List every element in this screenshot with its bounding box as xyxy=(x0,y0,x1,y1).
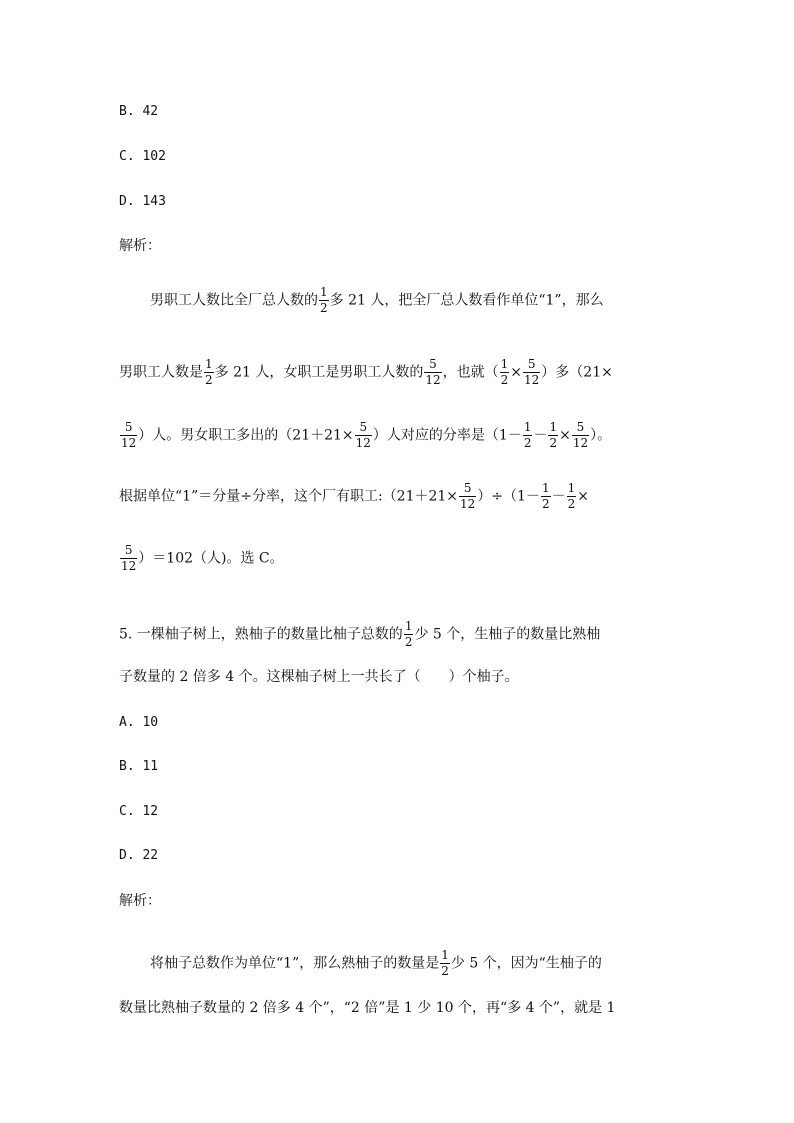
analysis-line: $\frac{5}{12}$ ）人。男女职工多出的（21＋21× $\frac{5}{12}$ ）人对应的分率是（1－ $\frac{1}{2}$ － $\frac{1}{2}$ × $\frac{5}{12}$ ）。 xyxy=(121,420,612,450)
option-c: C. 12 xyxy=(119,804,159,819)
option-c: C. 102 xyxy=(119,149,166,164)
analysis-line: 数量比熟柚子数量的 2 倍多 4 个”，“2 倍”是 1 少 10 个，再“多 4 个”，就是 1 xyxy=(119,1000,616,1016)
fraction: $\frac{5}{12}$ xyxy=(460,481,476,511)
analysis-line: 男职工人数比全厂总人数的 $\frac{1}{2}$ 多 21 人，把全厂总人数看作单位“1”，那么 xyxy=(150,285,604,315)
fraction: $\frac{1}{2}$ xyxy=(404,619,413,649)
fraction: $\frac{1}{2}$ xyxy=(541,481,550,511)
question-stem: 子数量的 2 倍多 4 个。这棵柚子树上一共长了（ ）个柚子。 xyxy=(119,669,519,685)
fraction: $\frac{5}{12}$ xyxy=(572,420,589,450)
option-d: D. 143 xyxy=(119,194,166,209)
analysis-line: $\frac{5}{12}$ ）＝102（人)。选 C。 xyxy=(121,543,284,573)
fraction: $\frac{5}{12}$ xyxy=(121,420,137,450)
fraction: $\frac{1}{2}$ xyxy=(441,948,449,978)
analysis-line: 将柚子总数作为单位“1”，那么熟柚子的数量是 $\frac{1}{2}$ 少 5 个，因为“生柚子的 xyxy=(150,948,602,978)
option-d: D. 22 xyxy=(119,848,159,863)
fraction: $\frac{1}{2}$ xyxy=(523,420,532,450)
analysis-line: 男职工人数是 $\frac{1}{2}$ 多 21 人，女职工是男职工人数的 $\frac{5}{12}$ ，也就（ $\frac{1}{2}$ × $\frac{5}{12}$ ）多（21× xyxy=(119,357,613,387)
fraction: $\frac{5}{12}$ xyxy=(524,357,540,387)
fraction: $\frac{5}{12}$ xyxy=(425,357,441,387)
analysis-line: 根据单位“1”＝分量÷分率，这个厂有职工:（21＋21× $\frac{5}{12}$ ）÷（1－ $\frac{1}{2}$ － $\frac{1}{2}$ × xyxy=(119,481,589,511)
option-a: A. 10 xyxy=(119,715,159,730)
fraction: $\frac{1}{2}$ xyxy=(567,481,576,511)
fraction: $\frac{5}{12}$ xyxy=(121,543,137,573)
fraction: $\frac{1}{2}$ xyxy=(500,357,509,387)
option-b: B. 11 xyxy=(119,759,159,774)
fraction: $\frac{5}{12}$ xyxy=(355,420,371,450)
fraction: $\frac{1}{2}$ xyxy=(320,285,328,315)
fraction: $\frac{1}{2}$ xyxy=(549,420,558,450)
fraction: $\frac{1}{2}$ xyxy=(205,357,213,387)
analysis-label: 解析： xyxy=(119,238,161,254)
question-stem: 5. 一棵柚子树上，熟柚子的数量比柚子总数的 $\frac{1}{2}$ 少 5 个，生柚子的数量比熟柚 xyxy=(119,619,601,649)
analysis-label: 解析： xyxy=(119,893,161,909)
option-b: B. 42 xyxy=(119,104,159,119)
